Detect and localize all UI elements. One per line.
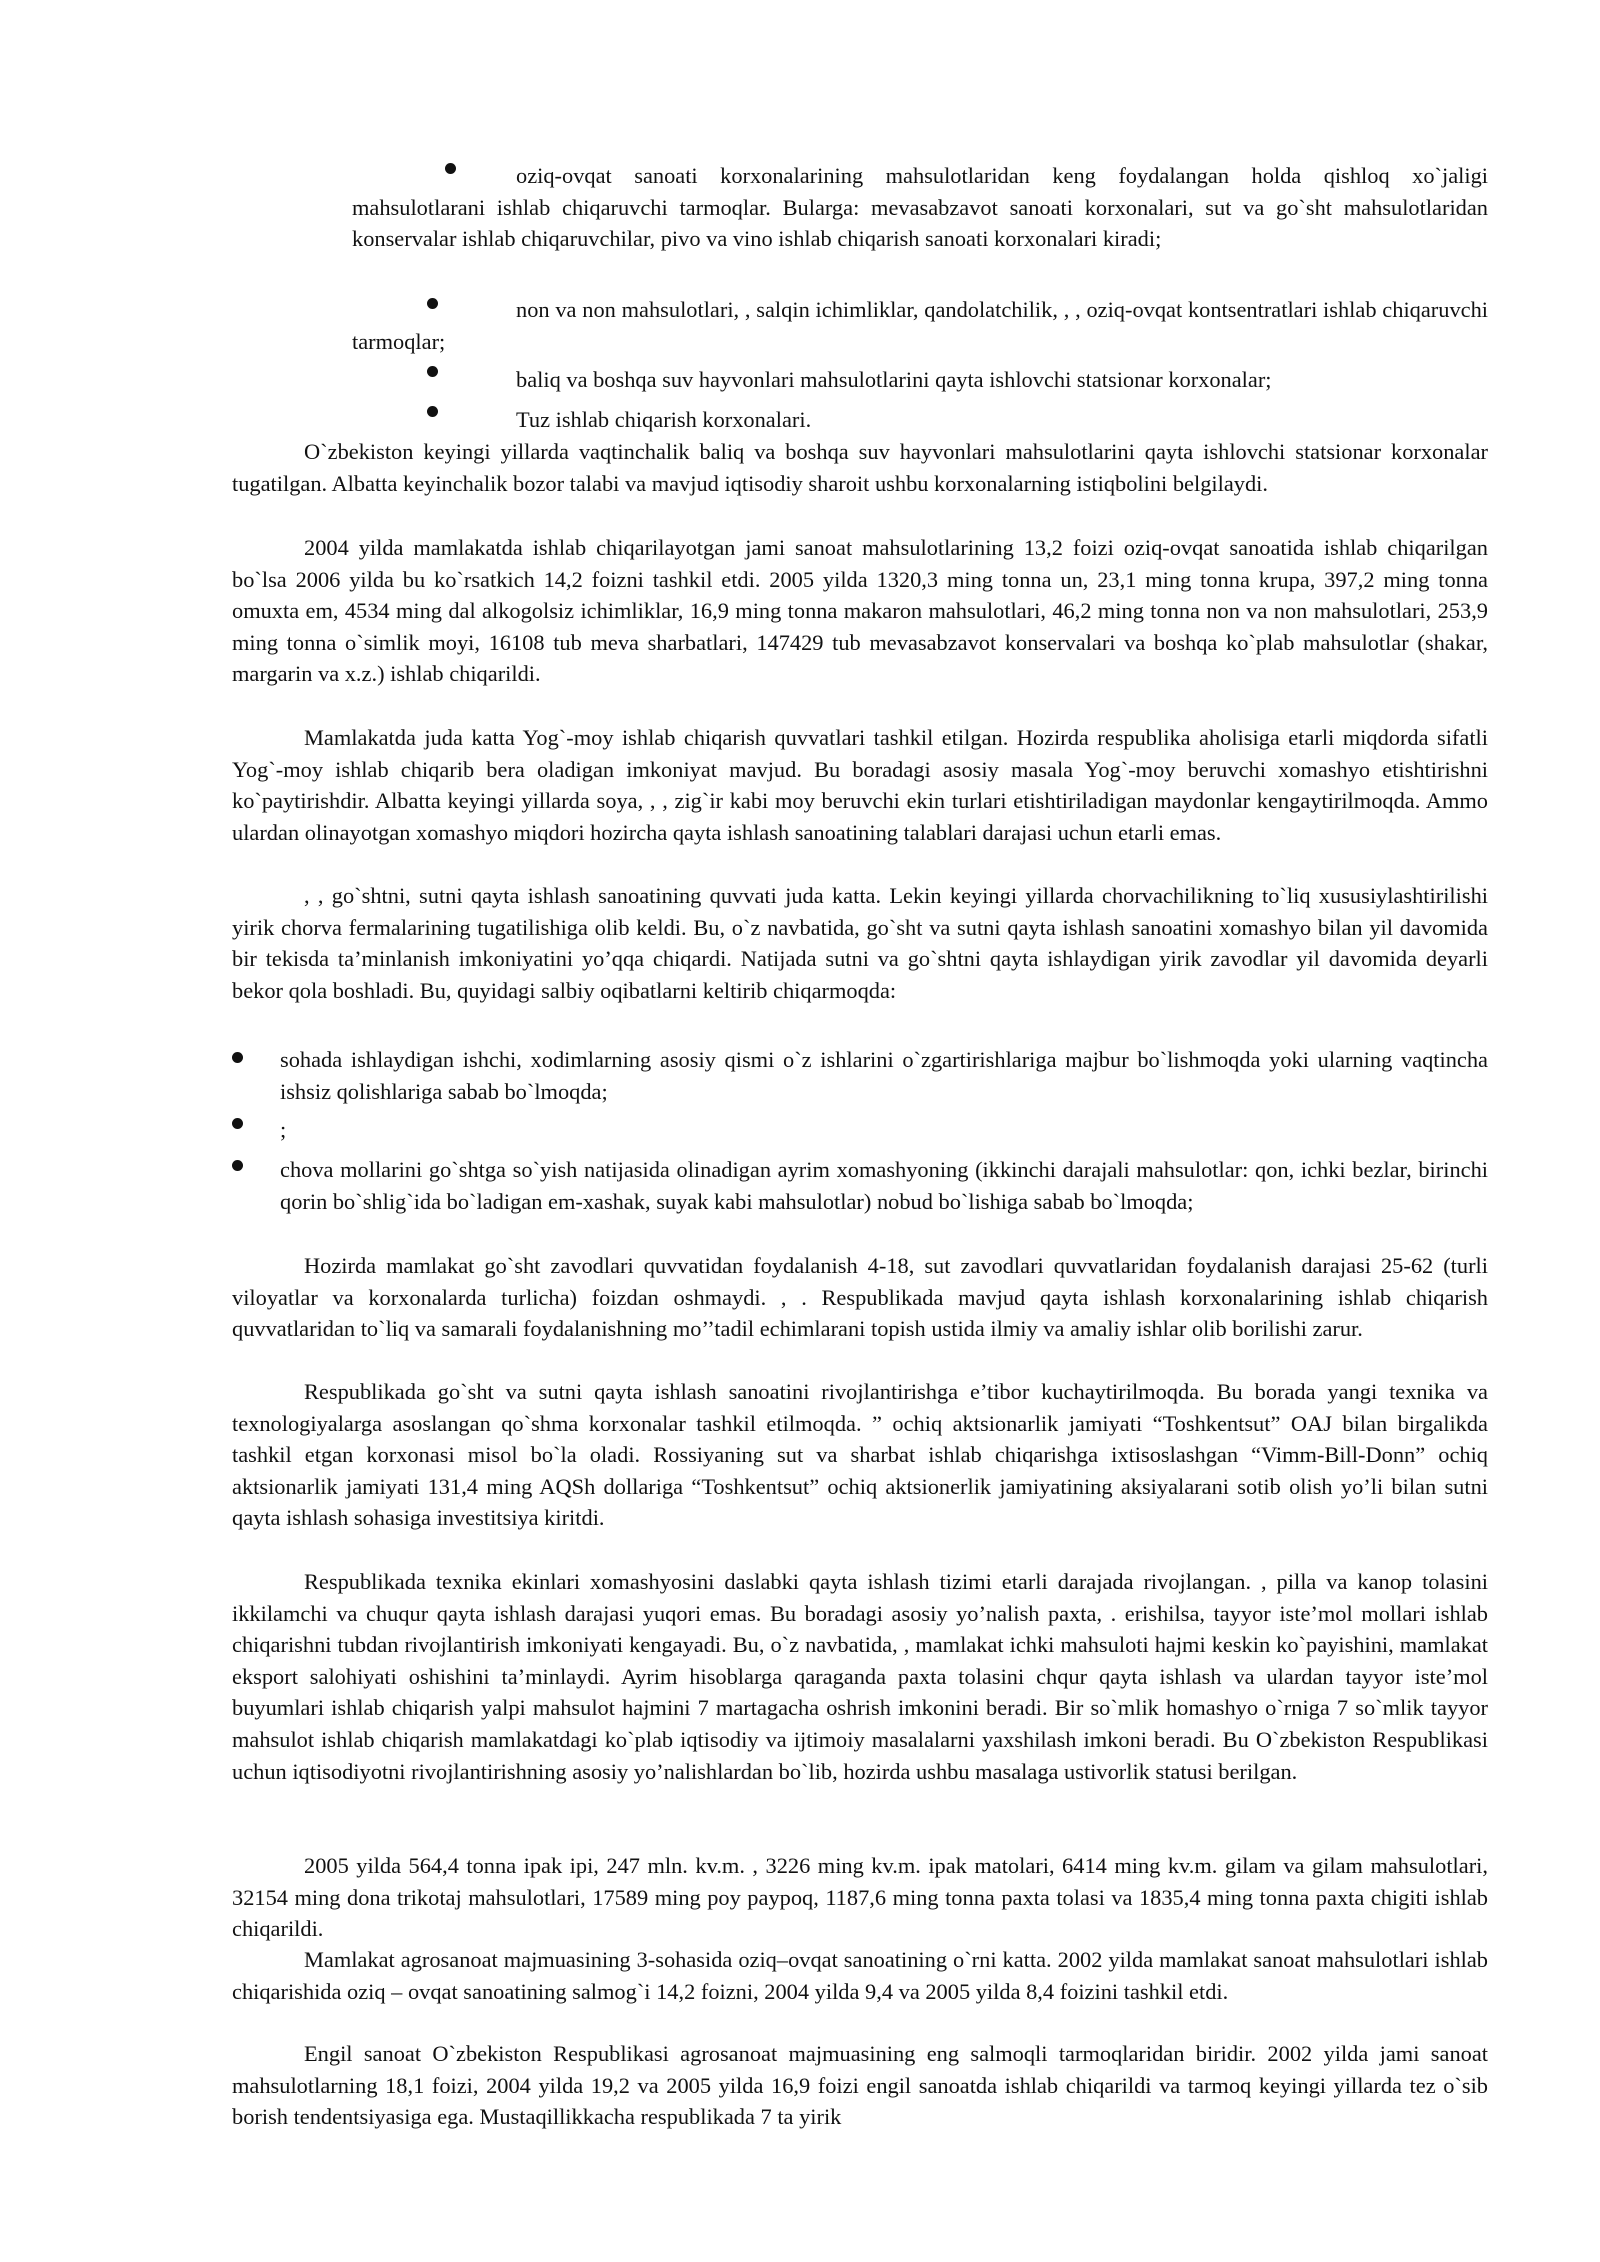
body-paragraph: Respublikada go`sht va sutni qayta ishlash sanoatini rivojlantirishga e’tibor kuchaytirilmoqda. Bu borada yangi texnika va texnologiyalarga asoslangan qo`shma korxonalar tashkil etilmoqda. ” ochiq aktsionarlik jamiyati “Toshkentsut” OAJ bilan birgalikda tashkil etgan korxonasi misol bo`la oladi. Rossiyaning sut va sharbat ishlab chiqarishga ixtisoslashgan “Vimm-Bill-Donn” ochiq aktsionarlik jamiyati 131,4 ming AQSh dollariga “Toshkentsut” ochiq aktsionerlik jamiyatining aksiyalarani sotib olish yo’li bilan sutni qayta ishlash sohasiga investitsiya kiritdi. <box>232 1379 1488 1531</box>
list-item: baliq va boshqa suv hayvonlari mahsulotlarini qayta ishlovchi statsionar korxonalar; <box>516 367 1272 392</box>
body-paragraph: Engil sanoat O`zbekiston Respublikasi agrosanoat majmuasining eng salmoqli tarmoqlaridan biridir. 2002 yilda jami sanoat mahsulotlarning 18,1 foizi, 2004 yilda 19,2 va 2005 yilda 16,9 foizi engil sanoatda ishlab chiqarildi va tarmoq keyingi yillarda tez o`sib borish tendentsiyasiga ega. Mustaqillikkacha respublikada 7 ta yirik <box>232 2041 1488 2130</box>
list-item: Tuz ishlab chiqarish korxonalari. <box>516 407 812 432</box>
list-item: sohada ishlaydigan ishchi, xodimlarning asosiy qismi o`z ishlarini o`zgartirishlariga majbur bo`lishmoqda yoki ularning vaqtincha ishsiz qolishlariga sabab bo`lmoqda; <box>280 1047 1488 1104</box>
body-paragraph: O`zbekiston keyingi yillarda vaqtinchalik baliq va boshqa suv hayvonlari mahsulotlarini qayta ishlovchi statsionar korxonalar tugatilgan. Albatta keyinchalik bozor talabi va mavjud iqtisodiy sharoit ushbu korxonalarning istiqbolini belgilaydi. <box>232 439 1488 496</box>
body-paragraph: , , go`shtni, sutni qayta ishlash sanoatining quvvati juda katta. Lekin keyingi yillarda chorvachilikning to`liq xususiylashtirilishi yirik chorva fermalarining tugatilishiga olib keldi. Bu, o`z navbatida, go`sht va sutni qayta ishlash sanoatini xomashyo bilan yil davomida bir tekisda ta’minlanish imkoniyatini yo’qqa chiqardi. Natijada sutni va go`shtni qayta ishlaydigan yirik zavodlar yil davomida deyarli bekor qola boshladi. Bu, quyidagi salbiy oqibatlarni keltirib chiqarmoqda: <box>232 883 1488 1003</box>
body-paragraph: 2004 yilda mamlakatda ishlab chiqarilayotgan jami sanoat mahsulotlarining 13,2 foizi oziq-ovqat sanoatida ishlab chiqarilgan bo`lsa 2006 yilda bu ko`rsatkich 14,2 foizni tashkil etdi. 2005 yilda 1320,3 ming tonna un, 23,1 ming tonna krupa, 397,2 ming tonna omuxta em, 4534 ming dal alkogolsiz ichimliklar, 16,9 ming tonna makaron mahsulotlari, 46,2 ming tonna non va non mahsulotlari, 253,9 ming tonna o`simlik moyi, 16108 tub meva sharbatlari, 147429 tub mevasabzavot konservalari va boshqa ko`plab mahsulotlar (shakar, margarin va x.z.) ishlab chiqarildi. <box>232 535 1488 687</box>
body-paragraph: 2005 yilda 564,4 tonna ipak ipi, 247 mln. kv.m. , 3226 ming kv.m. ipak matolari, 6414 ming kv.m. gilam va gilam mahsulotlari, 32154 ming dona trikotaj mahsulotlari, 17589 ming poy paypoq, 1187,6 ming tonna paxta tolasi va 1835,4 ming tonna paxta chigiti ishlab chiqarildi. <box>232 1853 1488 1942</box>
body-paragraph: Mamlakatda juda katta Yog`-moy ishlab chiqarish quvvatlari tashkil etilgan. Hozirda respublika aholisiga etarli miqdorda sifatli Yog`-moy ishlab chiqarib bera oladigan imkoniyat mavjud. Bu boradagi asosiy masala Yog`-moy beruvchi xomashyo etishtirishni ko`paytirishdir. Albatta keyingi yillarda soya, , , zig`ir kabi moy beruvchi ekin turlari etishtiriladigan maydonlar kengaytirilmoqda. Ammo ulardan olinayotgan xomashyo miqdori hozircha qayta ishlash sanoatining talablari darajasi uchun etarli emas. <box>232 725 1488 845</box>
bullet-icon <box>232 1160 243 1171</box>
list-item: ; <box>280 1117 287 1142</box>
bullet-icon <box>232 1052 243 1063</box>
body-paragraph: Hozirda mamlakat go`sht zavodlari quvvatidan foydalanish 4-18, sut zavodlari quvvatlaridan foydalanish darajasi 25-62 (turli viloyatlar va korxonalarda turlicha) foizdan oshmaydi. , . Respublikada mavjud qayta ishlash korxonalarining ishlab chiqarish quvvatlaridan to`liq va samarali foydalanishning mo’’tadil echimlarani topish ustida ilmiy va amaliy ishlar olib borilishi zarur. <box>232 1253 1488 1342</box>
bullet-icon <box>232 1118 243 1129</box>
list-item: non va non mahsulotlari, , salqin ichimliklar, qandolatchilik, , , oziq-ovqat kontsentratlari ishlab chiqaruvchi tarmoqlar; <box>352 297 1488 354</box>
body-paragraph: Respublikada texnika ekinlari xomashyosini daslabki qayta ishlash tizimi etarli darajada rivojlangan. , pilla va kanop tolasini ikkilamchi va chuqur qayta ishlash darajasi yuqori emas. Bu boradagi asosiy yo’nalish paxta, . erishilsa, tayyor iste’mol mollari ishlab chiqarishni tubdan rivojlantirish imkoniyati kengayadi. Bu, o`z navbatida, , mamlakat ichki mahsuloti hajmi keskin ko`payishini, mamlakat eksport salohiyati oshishini ta’minlaydi. Ayrim hisoblarga qaraganda paxta tolasini chqur qayta ishlash va ulardan tayyor iste’mol buyumlari ishlab chiqarish yalpi mahsulot hajmini 7 martagacha oshrish imkonini beradi. Bir so`mlik homashyo o`rniga 7 so`mlik tayyor mahsulot ishlab chiqarish mamlakatdagi ko`plab iqtisodiy va ijtimoiy masalalarni yaxshilash imkoni beradi. Bu O`zbekiston Respublikasi uchun iqtisodiyotni rivojlantirishning asosiy yo’nalishlardan bo`lib, hozirda ushbu masalaga ustivorlik statusi berilgan. <box>232 1569 1488 1784</box>
body-paragraph: Mamlakat agrosanoat majmuasining 3-sohasida oziq–ovqat sanoatining o`rni katta. 2002 yilda mamlakat sanoat mahsulotlari ishlab chiqarishida oziq – ovqat sanoatining salmog`i 14,2 foizni, 2004 yilda 9,4 va 2005 yilda 8,4 foizini tashkil etdi. <box>232 1947 1488 2004</box>
list-item: oziq-ovqat sanoati korxonalarining mahsulotlaridan keng foydalangan holda qishloq xo`jaligi mahsulotlarani ishlab chiqaruvchi tarmoqlar. Bularga: mevasabzavot sanoati korxonalari, sut va go`sht mahsulotlaridan konservalar ishlab chiqaruvchilar, pivo va vino ishlab chiqarish sanoati korxonalari kiradi; <box>352 163 1488 252</box>
list-item: chova mollarini go`shtga so`yish natijasida olinadigan ayrim xomashyoning (ikkinchi darajali mahsulotlar: qon, ichki bezlar, birinchi qorin bo`shlig`ida bo`ladigan em-xashak, suyak kabi mahsulotlar) nobud bo`lishiga sabab bo`lmoqda; <box>280 1157 1488 1214</box>
